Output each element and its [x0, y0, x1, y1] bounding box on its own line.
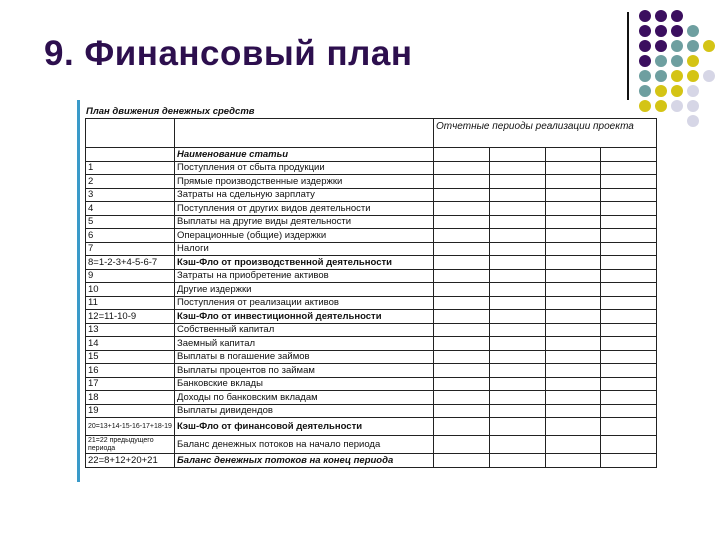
- row-code: 14: [86, 337, 175, 351]
- period-cell[interactable]: [489, 323, 545, 337]
- row-code: 2: [86, 175, 175, 189]
- period-cell[interactable]: [545, 148, 601, 162]
- period-cell[interactable]: [601, 404, 657, 418]
- period-cell[interactable]: [601, 436, 657, 454]
- table-row: [86, 296, 657, 310]
- period-cell[interactable]: [545, 310, 601, 324]
- dot-icon: [655, 70, 667, 82]
- row-item-name: Баланс денежных потоков на конец периода: [175, 454, 434, 468]
- row-item-name: Кэш-Фло от производственной деятельности: [175, 256, 434, 270]
- period-cell[interactable]: [545, 202, 601, 216]
- period-cell[interactable]: [489, 229, 545, 243]
- period-cell[interactable]: [601, 337, 657, 351]
- row-item-name: Выплаты в погашение займов: [175, 350, 434, 364]
- period-cell[interactable]: [434, 229, 490, 243]
- row-item-name: Прямые производственные издержки: [175, 175, 434, 189]
- period-cell[interactable]: [601, 269, 657, 283]
- table-row: [86, 256, 657, 270]
- period-cell[interactable]: [489, 454, 545, 468]
- period-cell[interactable]: [489, 377, 545, 391]
- row-code: 18: [86, 391, 175, 405]
- dot-icon: [703, 40, 715, 52]
- dot-icon: [671, 100, 683, 112]
- row-code: 19: [86, 404, 175, 418]
- period-cell[interactable]: [434, 175, 490, 189]
- period-cell[interactable]: [545, 188, 601, 202]
- table-row: [86, 436, 657, 454]
- period-cell[interactable]: [545, 377, 601, 391]
- period-cell[interactable]: [434, 215, 490, 229]
- period-cell[interactable]: [601, 229, 657, 243]
- table-row: [86, 229, 657, 243]
- row-code: 7: [86, 242, 175, 256]
- row-code: 3: [86, 188, 175, 202]
- table-row: [86, 454, 657, 468]
- period-cell[interactable]: [489, 148, 545, 162]
- table-row: [86, 269, 657, 283]
- slide-title: 9. Финансовый план: [44, 34, 413, 73]
- period-cell[interactable]: [434, 418, 490, 436]
- period-cell[interactable]: [489, 418, 545, 436]
- row-code: 21=22 предыдущего периода: [86, 436, 175, 454]
- dot-icon: [655, 85, 667, 97]
- period-cell[interactable]: [601, 202, 657, 216]
- period-cell[interactable]: [434, 283, 490, 297]
- period-cell[interactable]: [545, 175, 601, 189]
- period-cell[interactable]: [489, 256, 545, 270]
- dot-icon: [639, 10, 651, 22]
- table-row: [86, 404, 657, 418]
- row-item-name: Кэш-Фло от инвестиционной деятельности: [175, 310, 434, 324]
- period-cell[interactable]: [489, 269, 545, 283]
- dot-icon: [655, 25, 667, 37]
- period-cell[interactable]: [545, 256, 601, 270]
- row-item-name: Банковские вклады: [175, 377, 434, 391]
- row-item-name: Кэш-Фло от финансовой деятельности: [175, 418, 434, 436]
- period-cell[interactable]: [545, 323, 601, 337]
- row-code: 4: [86, 202, 175, 216]
- period-cell[interactable]: [434, 242, 490, 256]
- period-cell[interactable]: [434, 148, 490, 162]
- period-cell[interactable]: [545, 242, 601, 256]
- dot-icon: [671, 55, 683, 67]
- row-item-name: Доходы по банковским вкладам: [175, 391, 434, 405]
- dot-icon: [671, 85, 683, 97]
- table-row: [86, 377, 657, 391]
- dot-icon: [703, 70, 715, 82]
- period-cell[interactable]: [489, 310, 545, 324]
- period-cell[interactable]: [601, 364, 657, 378]
- dot-icon: [639, 55, 651, 67]
- dot-icon: [639, 25, 651, 37]
- period-cell[interactable]: [434, 323, 490, 337]
- row-code: 5: [86, 215, 175, 229]
- table-row: [86, 175, 657, 189]
- table-row: [86, 323, 657, 337]
- period-cell[interactable]: [601, 454, 657, 468]
- period-cell[interactable]: [489, 188, 545, 202]
- row-code: 15: [86, 350, 175, 364]
- table-row: [86, 202, 657, 216]
- dot-icon: [671, 10, 683, 22]
- row-item-name: Поступления от сбыта продукции: [175, 161, 434, 175]
- row-item-name: Заемный капитал: [175, 337, 434, 351]
- period-cell[interactable]: [601, 350, 657, 364]
- period-cell[interactable]: [601, 296, 657, 310]
- period-cell[interactable]: [601, 175, 657, 189]
- row-code: 12=11-10-9: [86, 310, 175, 324]
- period-cell[interactable]: [601, 323, 657, 337]
- period-cell[interactable]: [545, 364, 601, 378]
- period-cell[interactable]: [489, 215, 545, 229]
- period-cell[interactable]: [489, 391, 545, 405]
- period-cell[interactable]: [545, 296, 601, 310]
- period-cell[interactable]: [489, 161, 545, 175]
- period-cell[interactable]: [434, 310, 490, 324]
- table-row: [86, 364, 657, 378]
- row-code: 6: [86, 229, 175, 243]
- dot-icon: [687, 40, 699, 52]
- header-item-name: Наименование статьи: [175, 148, 434, 162]
- row-code: 1: [86, 161, 175, 175]
- row-item-name: Собственный капитал: [175, 323, 434, 337]
- period-cell[interactable]: [434, 404, 490, 418]
- table-row: [86, 215, 657, 229]
- period-cell[interactable]: [601, 215, 657, 229]
- period-cell[interactable]: [601, 310, 657, 324]
- dot-icon: [687, 85, 699, 97]
- period-cell[interactable]: [545, 350, 601, 364]
- period-cell[interactable]: [545, 418, 601, 436]
- period-cell[interactable]: [434, 269, 490, 283]
- row-item-name: Выплаты процентов по займам: [175, 364, 434, 378]
- row-code: 9: [86, 269, 175, 283]
- table-body: [86, 161, 657, 467]
- period-cell[interactable]: [434, 454, 490, 468]
- period-cell[interactable]: [601, 283, 657, 297]
- period-cell[interactable]: [434, 188, 490, 202]
- period-cell[interactable]: [489, 296, 545, 310]
- dot-icon: [671, 25, 683, 37]
- row-code: 22=8+12+20+21: [86, 454, 175, 468]
- period-cell[interactable]: [489, 337, 545, 351]
- header-cell-empty: [175, 119, 434, 148]
- table-row: [86, 188, 657, 202]
- period-cell[interactable]: [545, 161, 601, 175]
- row-item-name: Баланс денежных потоков на начало периода: [175, 436, 434, 454]
- header-cell-empty: [86, 119, 175, 148]
- cash-flow-table: [85, 118, 657, 468]
- period-cell[interactable]: [434, 296, 490, 310]
- dot-icon: [687, 100, 699, 112]
- dot-icon: [655, 10, 667, 22]
- period-cell[interactable]: [601, 161, 657, 175]
- header-reporting-periods: Отчетные периоды реализации проекта: [434, 119, 657, 148]
- table-row: [86, 161, 657, 175]
- dot-icon: [639, 100, 651, 112]
- table-row: [86, 350, 657, 364]
- table-row: [86, 310, 657, 324]
- period-cell[interactable]: [489, 175, 545, 189]
- period-cell[interactable]: [601, 377, 657, 391]
- period-cell[interactable]: [545, 391, 601, 405]
- period-cell[interactable]: [434, 377, 490, 391]
- row-item-name: Выплаты дивидендов: [175, 404, 434, 418]
- period-cell[interactable]: [601, 418, 657, 436]
- dot-icon: [687, 115, 699, 127]
- dot-icon: [639, 40, 651, 52]
- period-cell[interactable]: [489, 350, 545, 364]
- dot-icon: [687, 25, 699, 37]
- period-cell[interactable]: [434, 436, 490, 454]
- table-row: [86, 337, 657, 351]
- period-cell[interactable]: [434, 337, 490, 351]
- table-row: [86, 418, 657, 436]
- row-code: 8=1-2-3+4-5-6-7: [86, 256, 175, 270]
- period-cell[interactable]: [434, 256, 490, 270]
- period-cell[interactable]: [489, 242, 545, 256]
- row-item-name: Поступления от реализации активов: [175, 296, 434, 310]
- table-row: [86, 242, 657, 256]
- table-caption: План движения денежных средств: [86, 106, 255, 117]
- row-item-name: Налоги: [175, 242, 434, 256]
- decorative-dot-grid: [0, 0, 720, 120]
- dot-icon: [655, 40, 667, 52]
- table-subheader-row: [86, 148, 657, 162]
- period-cell[interactable]: [545, 454, 601, 468]
- dot-icon: [655, 100, 667, 112]
- period-cell[interactable]: [489, 283, 545, 297]
- dot-icon: [655, 55, 667, 67]
- dot-icon: [687, 55, 699, 67]
- row-item-name: Поступления от других видов деятельности: [175, 202, 434, 216]
- row-item-name: Затраты на сдельную зарплату: [175, 188, 434, 202]
- period-cell[interactable]: [545, 229, 601, 243]
- row-item-name: Выплаты на другие виды деятельности: [175, 215, 434, 229]
- row-item-name: Другие издержки: [175, 283, 434, 297]
- row-code: 13: [86, 323, 175, 337]
- period-cell[interactable]: [545, 215, 601, 229]
- table-row: [86, 391, 657, 405]
- row-code: 17: [86, 377, 175, 391]
- table-row: [86, 283, 657, 297]
- period-cell[interactable]: [545, 269, 601, 283]
- period-cell[interactable]: [489, 364, 545, 378]
- period-cell[interactable]: [545, 436, 601, 454]
- period-cell[interactable]: [434, 161, 490, 175]
- row-item-name: Затраты на приобретение активов: [175, 269, 434, 283]
- period-cell[interactable]: [601, 256, 657, 270]
- period-cell[interactable]: [601, 188, 657, 202]
- row-code: 11: [86, 296, 175, 310]
- period-cell[interactable]: [489, 202, 545, 216]
- period-cell[interactable]: [545, 283, 601, 297]
- period-cell[interactable]: [489, 404, 545, 418]
- subheader-code-cell: [86, 148, 175, 162]
- accent-bar: [77, 100, 80, 482]
- period-cell[interactable]: [601, 148, 657, 162]
- period-cell[interactable]: [434, 202, 490, 216]
- row-item-name: Операционные (общие) издержки: [175, 229, 434, 243]
- row-code: 20=13+14-15-16-17+18-19: [86, 418, 175, 436]
- period-cell[interactable]: [489, 436, 545, 454]
- period-cell[interactable]: [434, 364, 490, 378]
- dot-icon: [639, 70, 651, 82]
- period-cell[interactable]: [545, 404, 601, 418]
- dot-icon: [639, 85, 651, 97]
- period-cell[interactable]: [434, 391, 490, 405]
- table-header-row: [86, 119, 657, 148]
- row-code: 16: [86, 364, 175, 378]
- dot-icon: [687, 70, 699, 82]
- row-code: 10: [86, 283, 175, 297]
- period-cell[interactable]: [545, 337, 601, 351]
- period-cell[interactable]: [434, 350, 490, 364]
- period-cell[interactable]: [601, 391, 657, 405]
- dot-icon: [671, 40, 683, 52]
- period-cell[interactable]: [601, 242, 657, 256]
- dot-icon: [671, 70, 683, 82]
